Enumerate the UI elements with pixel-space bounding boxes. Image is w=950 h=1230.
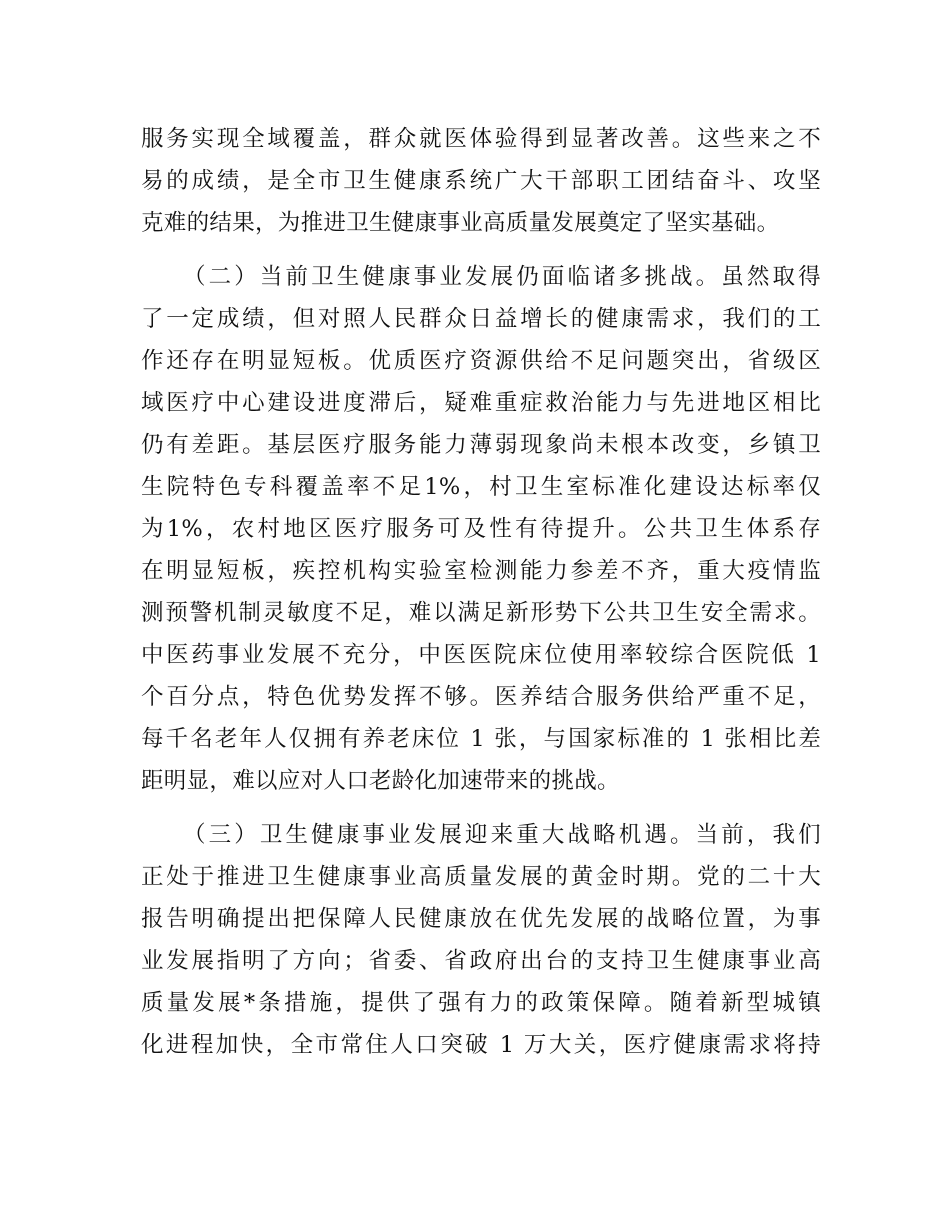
- text-line: （二）当前卫生健康事业发展仍面临诸多挑战。虽然取得: [183, 264, 821, 290]
- text-line: 业发展指明了方向；省委、省政府出台的支持卫生健康事业高: [141, 948, 821, 974]
- text-line: 作还存在明显短板。优质医疗资源供给不足问题突出，省级区: [141, 348, 821, 374]
- text-line: 距明显，难以应对人口老龄化加速带来的挑战。: [141, 768, 620, 794]
- text-line: 了一定成绩，但对照人民群众日益增长的健康需求，我们的工: [141, 306, 821, 332]
- text-line: 质量发展*条措施，提供了强有力的政策保障。随着新型城镇: [141, 990, 821, 1016]
- text-line: 个百分点，特色优势发挥不够。医养结合服务供给严重不足，: [141, 684, 821, 710]
- text-line: 易的成绩，是全市卫生健康系统广大干部职工团结奋斗、攻坚: [141, 168, 821, 194]
- paragraph-section-3: [141, 814, 821, 1066]
- text-line: 生院特色专科覆盖率不足1%，村卫生室标准化建设达标率仅: [141, 474, 821, 500]
- text-line: 为1%，农村地区医疗服务可及性有待提升。公共卫生体系存: [141, 516, 821, 542]
- text-line: 化进程加快，全市常住人口突破 1 万大关，医疗健康需求将持: [141, 1032, 821, 1058]
- text-line: 测预警机制灵敏度不足，难以满足新形势下公共卫生安全需求。: [141, 600, 821, 626]
- text-line: （三）卫生健康事业发展迎来重大战略机遇。当前，我们: [183, 822, 821, 848]
- text-line: 在明显短板，疾控机构实验室检测能力参差不齐，重大疫情监: [141, 558, 821, 584]
- paragraph-continuation: [141, 118, 821, 244]
- text-line: 服务实现全域覆盖，群众就医体验得到显著改善。这些来之不: [141, 126, 821, 152]
- paragraph-section-2: [141, 256, 821, 802]
- document-body: [141, 118, 821, 1066]
- paragraph-spacer: [141, 802, 821, 814]
- text-line: 每千名老年人仅拥有养老床位 1 张，与国家标准的 1 张相比差: [141, 726, 821, 752]
- paragraph-spacer: [141, 244, 821, 256]
- text-line: 克难的结果，为推进卫生健康事业高质量发展奠定了坚实基础。: [141, 210, 780, 236]
- text-line: 中医药事业发展不充分，中医医院床位使用率较综合医院低 1: [141, 642, 821, 668]
- text-line: 仍有差距。基层医疗服务能力薄弱现象尚未根本改变，乡镇卫: [141, 432, 821, 458]
- text-line: 正处于推进卫生健康事业高质量发展的黄金时期。党的二十大: [141, 864, 821, 890]
- text-line: 报告明确提出把保障人民健康放在优先发展的战略位置，为事: [141, 906, 821, 932]
- text-line: 域医疗中心建设进度滞后，疑难重症救治能力与先进地区相比: [141, 390, 821, 416]
